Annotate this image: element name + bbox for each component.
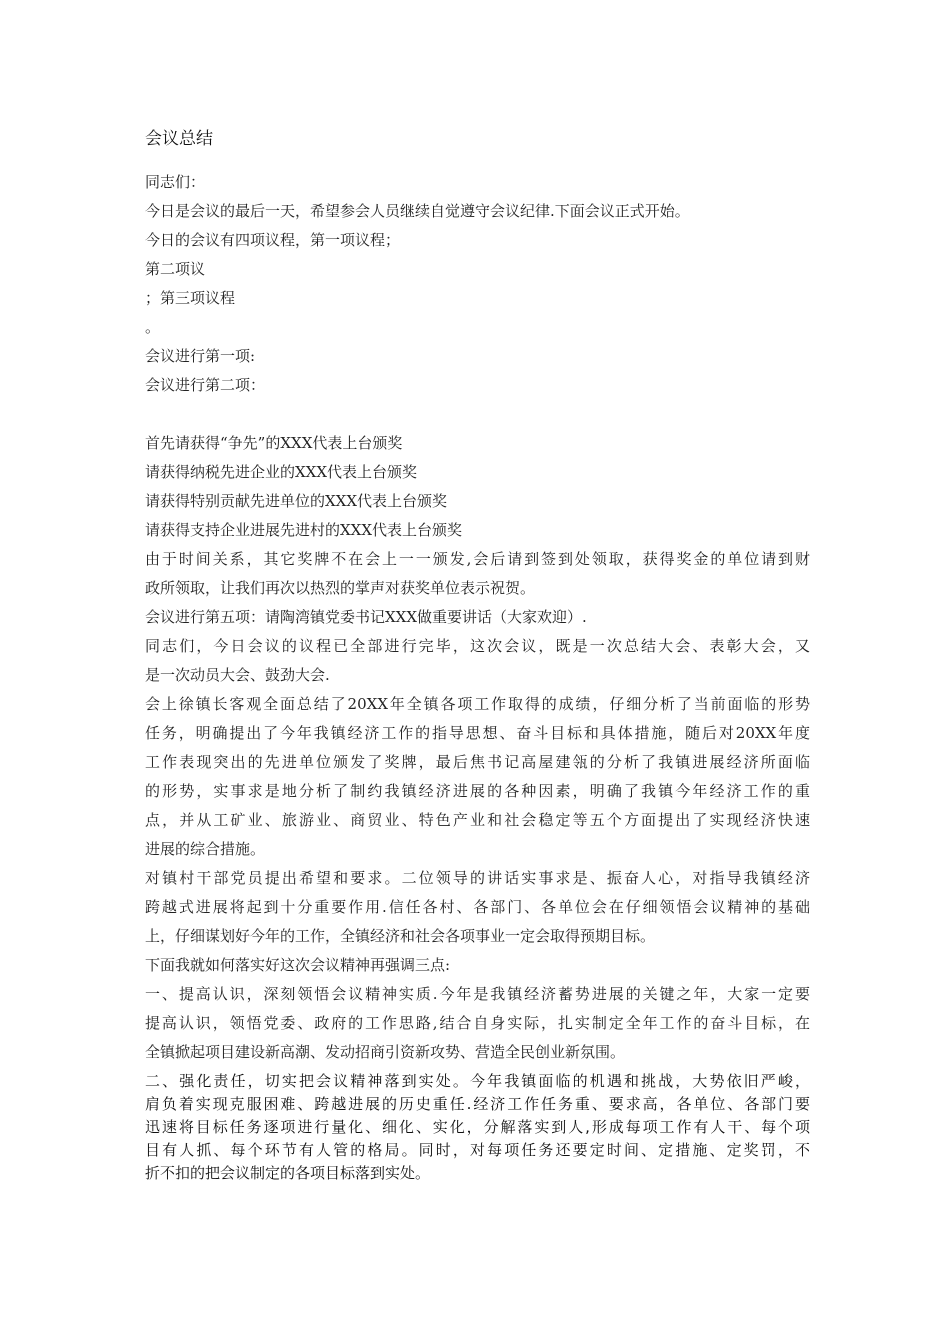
paragraph-line: 由于时间关系，其它奖牌不在会上一一颁发,会后请到签到处领取，获得奖金的单位请到财 xyxy=(145,550,810,568)
paragraph-line: 同志们，今日会议的议程已全部进行完毕，这次会议，既是一次总结大会、表彰大会，又 xyxy=(145,637,810,655)
paragraph-line: ；第三项议程 xyxy=(145,289,236,307)
paragraph-line: 会议进行第五项：请陶湾镇党委书记XXX做重要讲话（大家欢迎）. xyxy=(145,608,587,626)
paragraph-line: 上，仔细谋划好今年的工作，全镇经济和社会各项事业一定会取得预期目标。 xyxy=(145,927,656,945)
paragraph-line: 会议进行第一项: xyxy=(145,347,256,365)
paragraph-line: 请获得特别贡献先进单位的XXX代表上台颁奖 xyxy=(145,492,448,510)
paragraph-line: 首先请获得“争先”的XXX代表上台颁奖 xyxy=(145,434,403,452)
paragraph-line: 请获得纳税先进企业的XXX代表上台颁奖 xyxy=(145,463,418,481)
paragraph-line: 同志们： xyxy=(145,173,206,191)
paragraph-line: 提高认识，领悟党委、政府的工作思路,结合自身实际，扎实制定全年工作的奋斗目标，在 xyxy=(145,1014,810,1032)
paragraph-line: 是一次动员大会、鼓劲大会. xyxy=(145,666,330,684)
bold-paragraph-line: 迅速将目标任务逐项进行量化、细化、实化，分解落实到人,形成每项工作有人干、每个项 xyxy=(145,1118,810,1136)
paragraph-line: 会议进行第二项： xyxy=(145,376,266,394)
paragraph-line: 点，并从工矿业、旅游业、商贸业、特色产业和社会稳定等五个方面提出了实现经济快速 xyxy=(145,811,810,829)
bold-paragraph-line: 折不扣的把会议制定的各项目标落到实处。 xyxy=(145,1164,431,1182)
paragraph-line: 工作表现突出的先进单位颁发了奖牌，最后焦书记高屋建瓴的分析了我镇进展经济所面临 xyxy=(145,753,810,771)
bold-paragraph-line: 目有人抓、每个环节有人管的格局。同时，对每项任务还要定时间、定措施、定奖罚，不 xyxy=(145,1141,810,1159)
blank-gap xyxy=(145,400,810,429)
paragraph-line: 进展的综合措施。 xyxy=(145,840,266,858)
document-title: 会议总结 xyxy=(145,129,213,149)
document-body xyxy=(145,168,810,1185)
paragraph-line: 今日的会议有四项议程，第一项议程； xyxy=(145,231,401,249)
bold-paragraph-line: 二、强化责任，切实把会议精神落到实处。今年我镇面临的机遇和挑战，大势依旧严峻， xyxy=(145,1072,810,1090)
paragraph-line: 请获得支持企业进展先进村的XXX代表上台颁奖 xyxy=(145,521,463,539)
paragraph-line: 会上徐镇长客观全面总结了20XX年全镇各项工作取得的成绩，仔细分析了当前面临的形势 xyxy=(145,695,810,713)
paragraph-line: 跨越式进展将起到十分重要作用.信任各村、各部门、各单位会在仔细领悟会议精神的基础 xyxy=(145,898,810,916)
paragraph-line: 今日是会议的最后一天，希望参会人员继续自觉遵守会议纪律.下面会议正式开始。 xyxy=(145,202,690,220)
bold-paragraph xyxy=(145,1070,810,1185)
paragraph-line: 政所领取，让我们再次以热烈的掌声对获奖单位表示祝贺。 xyxy=(145,579,536,597)
paragraph-line: 的形势，实事求是地分析了制约我镇经济进展的各种因素，明确了我镇今年经济工作的重 xyxy=(145,782,810,800)
bold-paragraph-line: 肩负着实现克服困难、跨越进展的历史重任.经济工作任务重、要求高，各单位、各部门要 xyxy=(145,1095,810,1113)
paragraph-line: 。 xyxy=(145,318,161,336)
paragraph-line: 下面我就如何落实好这次会议精神再强调三点: xyxy=(145,956,451,974)
paragraph-line: 第二项议 xyxy=(145,260,206,278)
paragraph-line: 对镇村干部党员提出希望和要求。二位领导的讲话实事求是、振奋人心，对指导我镇经济 xyxy=(145,869,810,887)
paragraph-line: 任务，明确提出了今年我镇经济工作的指导思想、奋斗目标和具体措施，随后对20XX年度 xyxy=(145,724,810,742)
paragraph-line: 全镇掀起项目建设新高潮、发动招商引资新攻势、营造全民创业新氛围。 xyxy=(145,1043,626,1061)
paragraph-line: 一、提高认识，深刻领悟会议精神实质.今年是我镇经济蓄势进展的关键之年，大家一定要 xyxy=(145,985,810,1003)
